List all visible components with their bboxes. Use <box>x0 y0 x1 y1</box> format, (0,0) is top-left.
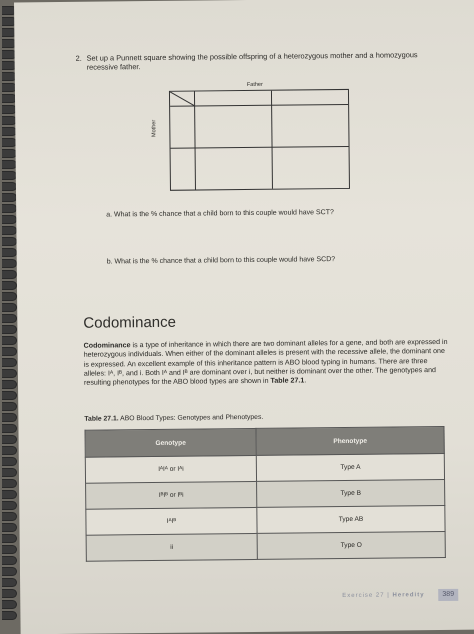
table-caption-text: ABO Blood Types: Genotypes and Phenotypes. <box>118 413 264 423</box>
corner-diagonal <box>170 92 194 106</box>
header-genotype: Genotype <box>85 428 256 457</box>
binding-ring <box>2 182 17 191</box>
grid-line <box>171 146 349 149</box>
binding-ring <box>2 314 17 323</box>
binding-ring <box>2 292 17 301</box>
table-row <box>86 479 445 509</box>
binding-ring <box>2 391 17 400</box>
binding-ring <box>2 204 17 213</box>
table-caption <box>84 414 263 423</box>
binding-ring <box>2 424 17 433</box>
binding-ring <box>2 490 17 499</box>
table-caption-label: Table 27.1. <box>84 415 119 423</box>
phenotype-cell: Type AB <box>257 505 445 533</box>
table-header-row <box>85 426 444 457</box>
binding-ring <box>2 347 17 356</box>
footer-exercise: Exercise 27 <box>342 592 385 600</box>
binding-ring <box>2 369 17 378</box>
binding-ring <box>2 534 17 543</box>
table-reference: Table 27.1 <box>270 376 305 385</box>
abo-blood-type-table <box>84 426 445 562</box>
header-phenotype: Phenotype <box>256 426 444 455</box>
binding-ring <box>2 237 17 246</box>
phenotype-cell: Type O <box>257 531 445 559</box>
binding-ring <box>2 325 17 334</box>
phenotype-cell: Type A <box>256 453 444 481</box>
binding-ring <box>2 270 17 279</box>
page-number: 389 <box>438 589 458 601</box>
genotype-cell: IᴬIᴮ <box>86 507 257 535</box>
question-number: 2. <box>75 53 82 63</box>
genotype-cell: ii <box>86 533 257 561</box>
binding-ring <box>2 611 17 620</box>
binding-ring <box>2 512 17 521</box>
textbook-page <box>14 0 474 634</box>
paragraph-end: . <box>304 376 307 385</box>
question-b: b. What is the % chance that a child born to this couple would have SCD? <box>106 256 336 266</box>
binding-ring <box>2 413 17 422</box>
binding-ring <box>2 281 17 290</box>
binding-ring <box>2 380 17 389</box>
binding-ring <box>2 479 17 488</box>
genotype-cell: IᴮIᴮ or Iᴮi <box>86 481 257 509</box>
section-title: Codominance <box>83 313 177 332</box>
footer-topic: Heredity <box>392 592 425 599</box>
binding-ring <box>2 336 17 345</box>
binding-ring <box>2 193 17 202</box>
binding-ring <box>2 567 17 576</box>
binding-ring <box>2 600 17 609</box>
binding-ring <box>2 446 17 455</box>
binding-ring <box>2 501 17 510</box>
footer-separator: | <box>387 592 390 599</box>
binding-ring <box>2 248 17 257</box>
phenotype-cell: Type B <box>257 479 445 507</box>
binding-ring <box>2 545 17 554</box>
mother-label: Mother <box>151 119 158 138</box>
binding-ring <box>2 303 17 312</box>
codominance-paragraph <box>84 338 448 388</box>
binding-ring <box>2 215 17 224</box>
binding-ring <box>2 589 17 598</box>
binding-ring <box>2 435 17 444</box>
binding-ring <box>2 259 17 268</box>
term-codominance: Codominance <box>83 341 131 350</box>
punnett-square <box>169 89 350 191</box>
grid-line <box>170 104 348 107</box>
binding-ring <box>2 171 17 180</box>
binding-ring <box>2 578 17 587</box>
binding-ring <box>2 468 17 477</box>
question-a: a. What is the % chance that a child born to this couple would have SCT? <box>106 209 334 219</box>
table-row <box>85 453 444 483</box>
binding-ring <box>2 226 17 235</box>
father-label: Father <box>246 81 263 89</box>
table-row <box>86 505 445 535</box>
question-2-text: Set up a Punnett square showing the possible offspring of a heterozygous mother and a homozygous recessive father. <box>86 50 418 72</box>
binding-ring <box>2 457 17 466</box>
question-2 <box>75 50 427 72</box>
spiral-binding <box>0 0 16 632</box>
page-footer <box>342 592 424 599</box>
table-row <box>86 531 445 561</box>
binding-ring <box>2 556 17 565</box>
binding-ring <box>2 402 17 411</box>
binding-ring <box>2 358 17 367</box>
genotype-cell: IᴬIᴬ or Iᴬi <box>85 455 256 483</box>
paragraph-body: is a type of inheritance in which there are two dominant alleles for a gene, and both are expressed in heterozygous individuals. When either of the dominant alleles is present with the recessive allele, the dominant one is expressed. An excellent example of this inheritance pattern is ABO blood typing in humans. There are three alleles: Iᴬ, Iᴮ, and i. Both Iᴬ and Iᴮ are dominant over i, but neither is dominant over the other. The genotypes and resulting phenotypes for the ABO blood types are shown in <box>83 337 448 387</box>
binding-ring <box>2 523 17 532</box>
